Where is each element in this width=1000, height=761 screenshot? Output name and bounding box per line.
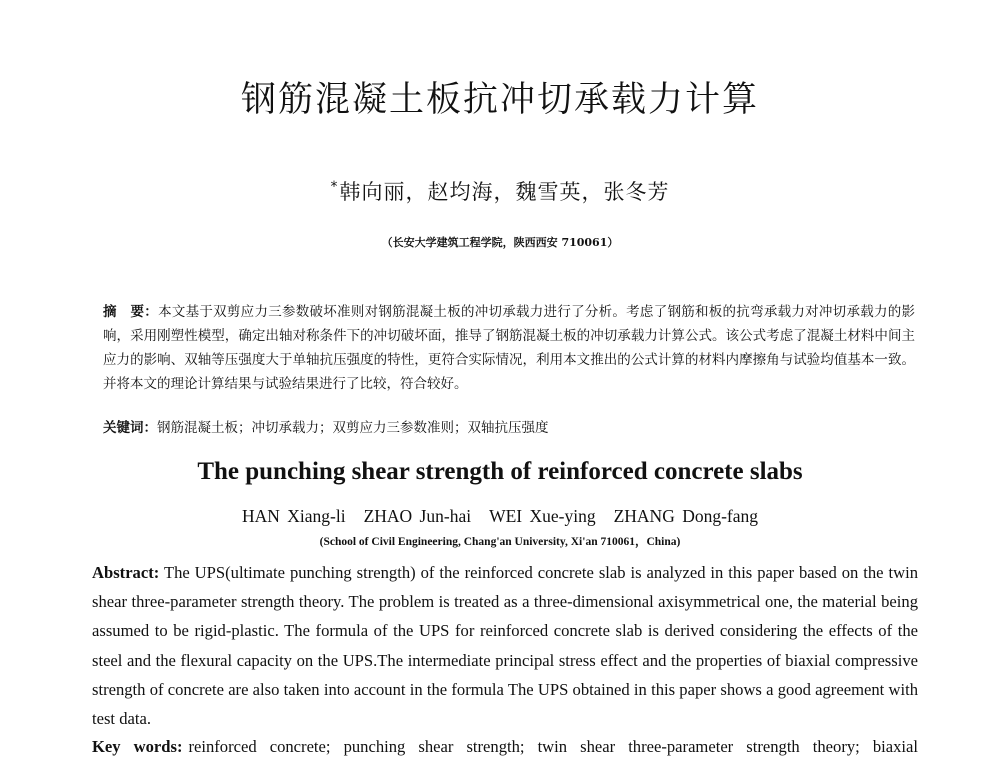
english-affiliation: (School of Civil Engineering, Chang'an University, Xi'an 710061，China) <box>319 536 681 548</box>
english-authors <box>0 504 1000 528</box>
chinese-affiliation: （长安大学建筑工程学院，陕西西安 710061） <box>381 236 619 249</box>
chinese-keywords <box>103 417 915 439</box>
corresponding-author-mark: * <box>330 179 339 195</box>
chinese-keywords-label: 关键词： <box>103 420 157 436</box>
english-keywords-label: Key words: <box>92 737 183 756</box>
chinese-abstract-label: 摘 要： <box>103 304 159 320</box>
chinese-title: 钢筋混凝土板抗冲切承载力计算 <box>240 80 759 120</box>
english-abstract-text: The UPS(ultimate punching strength) of the reinforced concrete slab is analyzed in this paper based on the twin shear three-parameter strength theory. The problem is treated as a three-dimensional axisymmetrical one, the material being assumed to be rigid-plastic. The formula of the UPS for reinforced concrete slab is derived considering the effects of the steel and the flexural capacity on the UPS.The intermediate principal stress effect and the properties of biaxial compressive strength of concrete are also taken into account in the formula The UPS obtained in this paper shows a good agreement with test data. <box>92 563 918 729</box>
english-abstract <box>92 558 918 733</box>
english-author: HAN Xiang-li <box>241 506 346 526</box>
chinese-abstract-text: 本文基于双剪应力三参数破坏准则对钢筋混凝土板的冲切承载力进行了分析。考虑了钢筋和板的抗弯承载力对冲切承载力的影响，采用刚塑性模型，确定出轴对称条件下的冲切破坏面，推导了钢筋混凝土板的冲切承载力计算公式。该公式考虑了混凝土材料中间主应力的影响、双轴等压强度大于单轴抗压强度的特性，更符合实际情况，利用本文推出的公式计算的材料内摩擦角与试验均值基本一致。并将本文的理论计算结果与试验结果进行了比较，符合较好。 <box>103 304 916 392</box>
english-title: The punching shear strength of reinforced concrete slabs <box>197 458 803 485</box>
english-author: ZHAO Jun-hai <box>363 506 472 526</box>
english-author: WEI Xue-ying <box>489 506 596 526</box>
english-keywords <box>92 733 918 761</box>
chinese-keywords-text: 钢筋混凝土板；冲切承载力；双剪应力三参数准则；双轴抗压强度 <box>157 420 549 436</box>
english-keywords-text: reinforced concrete; punching shear strength; twin shear three-parameter strength theory; biaxial <box>188 737 918 756</box>
chinese-abstract <box>103 300 915 396</box>
chinese-author-list: 韩向丽，赵均海，魏雪英，张冬芳 <box>339 180 670 204</box>
english-abstract-label: Abstract: <box>92 563 160 582</box>
english-author: ZHANG Dong-fang <box>613 506 759 526</box>
chinese-authors <box>0 172 1000 207</box>
